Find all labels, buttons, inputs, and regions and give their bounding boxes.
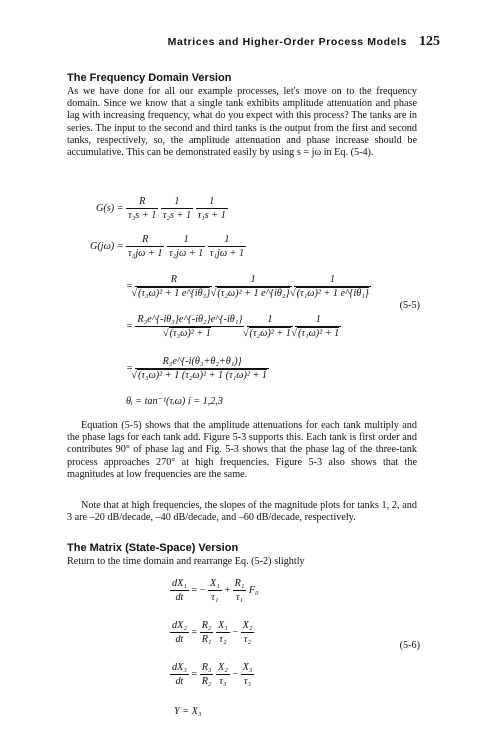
equation-number-5-5: (5-5) <box>399 300 420 311</box>
paragraph-frequency-intro: As we have done for all our example processes, let's move on to the frequency domain. Since we know that a single tank exhibits amplitude attenuation and phase lag with increasing frequency, what do you expect with this process? The tanks are in series. The input to the second and third tanks is the output from the first and second tanks, respectively, so, the amplitude attenuation and phase increase should be accumulative. This can be demonstrated easily by using s = jω in Eq. (5-4). <box>67 86 417 159</box>
equation-output: Y = X₃ <box>174 706 202 717</box>
section-heading-matrix: The Matrix (State-Space) Version <box>67 542 239 554</box>
equation-dx1: $\frac{\text{dX₁}}{dt}$ = − $\frac{\text{X₁}}{\text{τ₁}}$ + $\frac{\text{R₁}}{\text{τ₁}}$ F₀ <box>172 578 259 603</box>
running-header <box>60 34 440 50</box>
equation-dx2: $\frac{\text{dX₂}}{dt}$ = $\frac{\text{R₂}}{\text{R₁}}$ $\frac{\text{X₁}}{\text{τ₂}}$ − $\frac{\text{X₂}}{\text{τ₂}}$ <box>172 620 253 645</box>
equation-combined-form: = R₃e^{-i(θ₃+θ₂+θ₁)} √ (τ₃ω)² + 1 (τ₂ω)² + 1 (τ₁ω)² + 1 <box>126 356 269 381</box>
equation-theta-definition: θᵢ = tan⁻¹(τᵢω) i = 1,2,3 <box>126 396 223 407</box>
equation-dx3: $\frac{\text{dX₃}}{dt}$ = $\frac{\text{R₃}}{\text{R₂}}$ $\frac{\text{X₂}}{\text{τ₃}}$ − $\frac{\text{X₃}}{\text{τ₃}}$ <box>172 662 253 687</box>
paragraph-equation-5-5: Equation (5-5) shows that the amplitude attenuations for each tank multiply and the phase lags for each tank add. Figure 5-3 supports this. Each tank is first order and contributes 90° of phase lag and Fig. 5-3 shows that the phase lag of the three-tank process approaches 270° at high frequencies. Figure 5-3 also shows that the magnitudes at low frequencies are the same. <box>67 420 417 480</box>
paragraph-high-frequency: Note that at high frequencies, the slopes of the magnitude plots for tanks 1, 2, and 3 are –20 dB/decade, –40 dB/decade, and –60 dB/decade, respectively. <box>67 500 417 524</box>
equation-gjw: G(jω) = $\frac{R}{\text{τ₃jω + 1}}$ $\frac{1}{\text{τ₂jω + 1}}$ $\frac{1}{\text{τ₁jω + 1}}$ <box>90 234 245 259</box>
page-number: 125 <box>419 34 440 49</box>
equation-exponential-form: = R₃e^{-iθ₃}e^{-iθ₂}e^{-iθ₁} √ (τ₃ω)² + 1 1 √ (τ₂ω)² + 1 1 √ (τ₁ω)² + 1 <box>126 314 341 339</box>
section-heading-frequency: The Frequency Domain Version <box>67 72 232 84</box>
equation-number-5-6: (5-6) <box>399 640 420 651</box>
equation-polar-form: = R √ (τ₃ω)² + 1 e^{iθ₃} 1 √ (τ₂ω)² + 1 e^{iθ₂} 1 √ (τ₁ω)² + 1 e^{iθ₁} <box>126 274 371 299</box>
chapter-title: Matrices and Higher-Order Process Models <box>167 36 407 48</box>
equation-gs: G(s) = $\frac{R}{\text{τ₃s + 1}}$ $\frac{1}{\text{τ₂s + 1}}$ $\frac{1}{\text{τ₁s + 1}}$ <box>96 196 226 221</box>
paragraph-matrix-intro: Return to the time domain and rearrange Eq. (5-2) slightly <box>67 556 305 567</box>
